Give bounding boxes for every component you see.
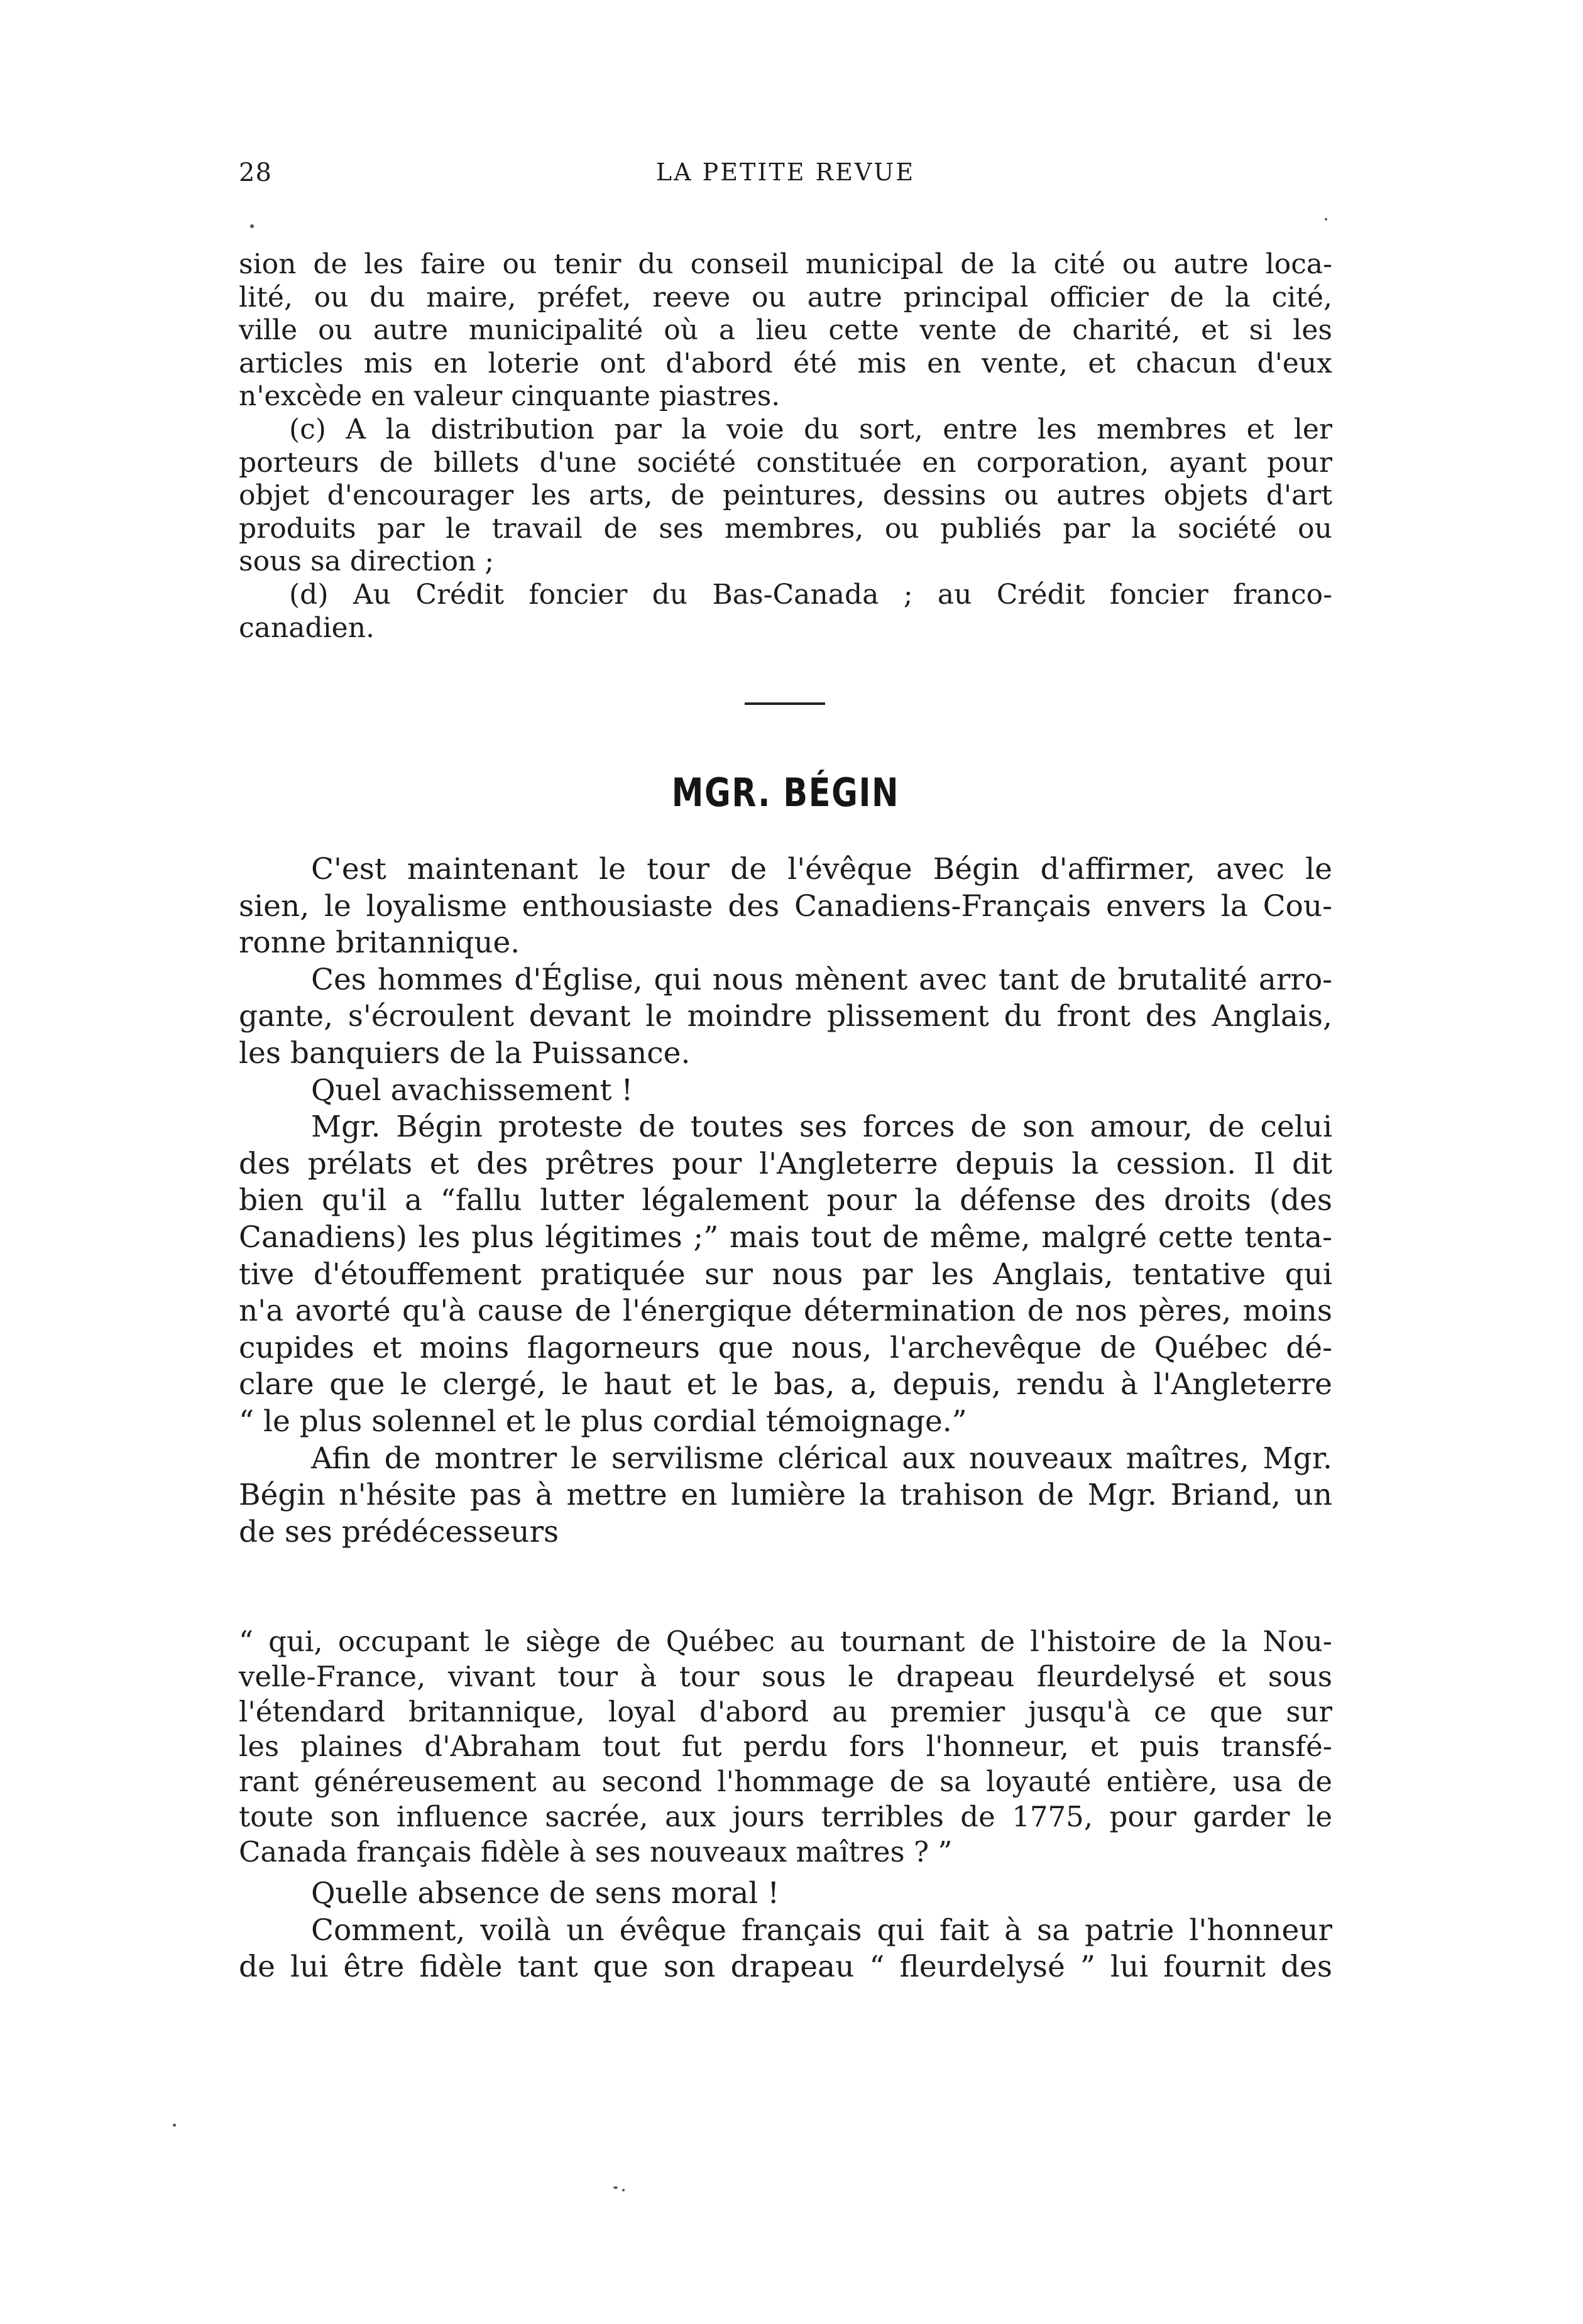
text-line: canadien. xyxy=(239,611,375,644)
text-line: n'excède en valeur cinquante piastres. xyxy=(239,380,781,413)
text-line: “ le plus solennel et le plus cordial témoignage.” xyxy=(239,1404,967,1439)
text-line: clare que le clergé, le haut et le bas, a, depuis, rendu à l'Angleterre xyxy=(239,1367,1332,1402)
text-line: toute son influence sacrée, aux jours terribles de 1775, pour garder le xyxy=(239,1799,1332,1833)
text-line: de ses prédécesseurs xyxy=(239,1514,559,1549)
text-line: objet d'encourager les arts, de peintures, dessins ou autres objets d'art xyxy=(239,479,1332,512)
text-line: tive d'étouffement pratiquée sur nous par les Anglais, tentative qui xyxy=(239,1257,1332,1292)
text-line: les plaines d'Abraham tout fut perdu fors l'honneur, et puis transfé- xyxy=(239,1730,1332,1764)
text-line: des prélats et des prêtres pour l'Angleterre depuis la cession. Il dit xyxy=(239,1146,1332,1181)
text-line: Mgr. Bégin proteste de toutes ses forces de son amour, de celui xyxy=(311,1110,1332,1145)
text-line: Comment, voilà un évêque français qui fait à sa patrie l'honneur xyxy=(311,1912,1332,1948)
paragraph-block-3 xyxy=(239,1875,1332,1986)
text-line: (c) A la distribution par la voie du sort, entre les membres et ler xyxy=(289,413,1332,445)
text-line: gante, s'écroulent devant le moindre plissement du front des Anglais, xyxy=(239,999,1332,1034)
paragraph-block-2 xyxy=(239,851,1332,1551)
text-line: articles mis en loterie ont d'abord été mis en vente, et chacun d'eux xyxy=(239,347,1332,379)
text-line: porteurs de billets d'une société constituée en corporation, ayant pour xyxy=(239,446,1332,479)
text-line: Quelle absence de sens moral ! xyxy=(311,1876,780,1911)
text-line: bien qu'il a “fallu lutter légalement pour la défense des droits (des xyxy=(239,1183,1332,1218)
scan-speck xyxy=(613,2186,618,2189)
text-line: produits par le travail de ses membres, ou publiés par la société ou xyxy=(239,512,1332,545)
text-line: C'est maintenant le tour de l'évêque Bégin d'affirmer, avec le xyxy=(311,852,1332,887)
text-line: n'a avorté qu'à cause de l'énergique détermination de nos pères, moins xyxy=(239,1294,1332,1329)
text-line: Afin de montrer le servilisme clérical aux nouveaux maîtres, Mgr. xyxy=(311,1441,1332,1476)
text-line: Canada français fidèle à ses nouveaux maîtres ? ” xyxy=(239,1835,953,1868)
text-line: l'étendard britannique, loyal d'abord au premier jusqu'à ce que sur xyxy=(239,1694,1332,1728)
text-line: sien, le loyalisme enthousiaste des Canadiens-Français envers la Cou- xyxy=(239,888,1332,924)
page-number: 28 xyxy=(239,158,272,187)
scan-speck xyxy=(250,224,254,228)
quotation-block xyxy=(239,1624,1332,1870)
text-line: Canadiens) les plus légitimes ;” mais tout de même, malgré cette tenta- xyxy=(239,1219,1332,1255)
paragraph-block-1 xyxy=(239,248,1332,645)
text-line: sous sa direction ; xyxy=(239,545,495,578)
text-line: ville ou autre municipalité où a lieu cette vente de charité, et si les xyxy=(239,314,1332,347)
text-line: velle-France, vivant tour à tour sous le drapeau fleurdelysé et sous xyxy=(239,1659,1332,1693)
text-line: Quel avachissement ! xyxy=(311,1072,633,1108)
text-line: cupides et moins flagorneurs que nous, l'archevêque de Québec dé- xyxy=(239,1330,1332,1365)
scan-speck xyxy=(173,2124,176,2127)
section-divider xyxy=(745,702,825,705)
running-title: LA PETITE REVUE xyxy=(655,158,916,186)
scan-speck xyxy=(622,2189,625,2191)
text-line: lité, ou du maire, préfet, reeve ou autre principal officier de la cité, xyxy=(239,281,1332,314)
text-line: (d) Au Crédit foncier du Bas-Canada ; au Crédit foncier franco- xyxy=(289,578,1332,611)
text-line: de lui être fidèle tant que son drapeau “ fleurdelysé ” lui fournit des xyxy=(239,1950,1332,1985)
page-header xyxy=(239,158,1332,196)
text-line: Ces hommes d'Église, qui nous mènent avec tant de brutalité arro- xyxy=(311,962,1332,997)
text-line: “ qui, occupant le siège de Québec au tournant de l'histoire de la Nou- xyxy=(239,1625,1332,1658)
text-line: sion de les faire ou tenir du conseil municipal de la cité ou autre loca- xyxy=(239,248,1332,280)
text-line: ronne britannique. xyxy=(239,925,520,961)
text-line: Bégin n'hésite pas à mettre en lumière la trahison de Mgr. Briand, un xyxy=(239,1478,1332,1513)
text-line: les banquiers de la Puissance. xyxy=(239,1035,691,1071)
text-line: rant généreusement au second l'hommage de sa loyauté entière, usa de xyxy=(239,1765,1332,1799)
scan-speck xyxy=(1325,218,1327,221)
section-title: MGR. BÉGIN xyxy=(671,770,900,816)
